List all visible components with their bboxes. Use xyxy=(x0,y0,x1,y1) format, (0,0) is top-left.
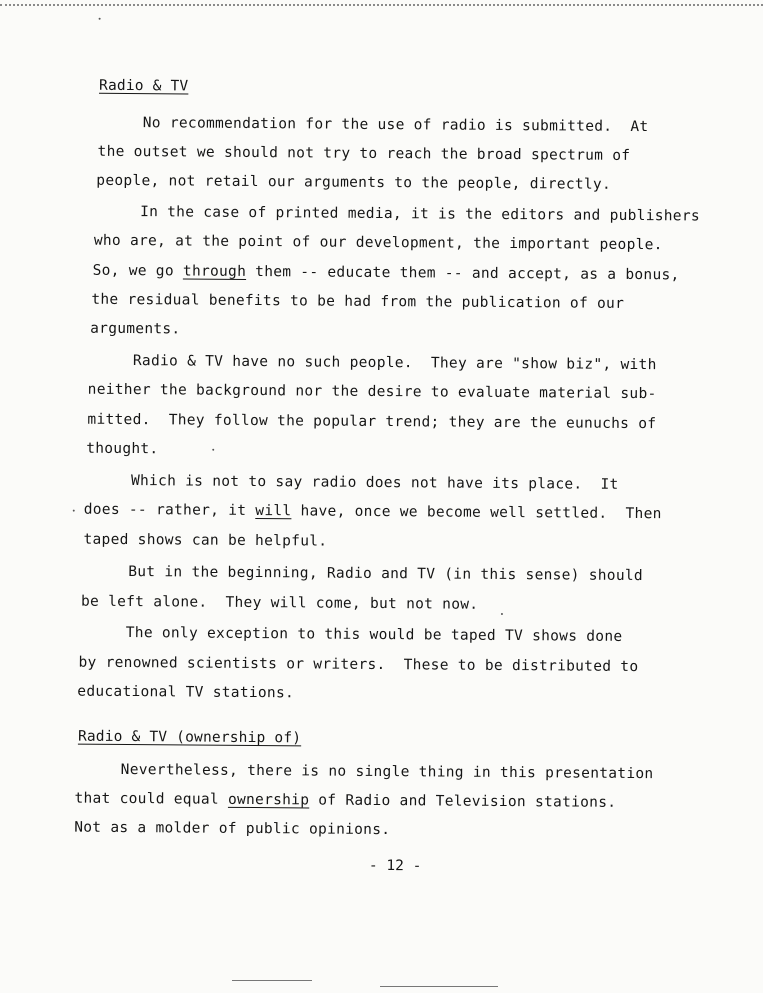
body-line: taped shows can be helpful. xyxy=(83,531,328,550)
body-line: who are, at the point of our development, the important people. xyxy=(93,232,663,254)
body-line: educational TV stations. xyxy=(77,683,295,702)
body-line: the outset we should not try to reach the broad spectrum of xyxy=(97,143,631,164)
body-line: people, not retail our arguments to the people, directly. xyxy=(96,172,612,193)
body-line: arguments. xyxy=(90,320,181,338)
body-line: But in the beginning, Radio and TV (in this sense) should xyxy=(128,564,644,585)
scan-speck xyxy=(73,510,75,512)
body-line: Radio & TV have no such people. They are "show biz", with xyxy=(132,353,657,374)
body-line: So, we go through them -- educate them -- and accept, as a bonus, xyxy=(92,262,680,284)
scan-speck xyxy=(501,613,503,615)
body-line: Not as a molder of public opinions. xyxy=(74,819,391,839)
underlined-word-ownership: ownership xyxy=(227,791,310,809)
section-heading-radio-tv-ownership: Radio & TV (ownership of) xyxy=(77,728,302,747)
underlined-word-will: will xyxy=(255,503,292,520)
body-line: mitted. They follow the popular trend; they are the eunuchs of xyxy=(87,411,657,433)
body-line: Nevertheless, there is no single thing in this presentation xyxy=(120,761,654,783)
body-line: Which is not to say radio does not have its place. It xyxy=(130,473,619,493)
bottom-edge-mark xyxy=(380,986,498,987)
scan-speck xyxy=(212,449,214,451)
body-line: The only exception to this would be taped TV shows done xyxy=(125,625,623,645)
body-line: by renowned scientists or writers. These to be distributed to xyxy=(78,654,639,676)
bottom-edge-mark xyxy=(232,980,312,981)
body-line: be left alone. They will come, but not now. xyxy=(80,593,479,613)
section-heading-radio-tv: Radio & TV xyxy=(99,77,189,95)
underlined-word-through: through xyxy=(182,263,247,280)
body-line: neither the background nor the desire to evaluate material sub- xyxy=(87,381,657,403)
body-line: thought. xyxy=(86,440,159,458)
scan-speck xyxy=(99,18,101,20)
page-number: - 12 - xyxy=(368,857,422,875)
body-line: No recommendation for the use of radio is submitted. At xyxy=(142,115,649,136)
body-line: the residual benefits to be had from the publication of our xyxy=(91,291,625,312)
body-line: does -- rather, it will have, once we become well settled. Then xyxy=(83,501,662,523)
body-line: In the case of printed media, it is the editors and publishers xyxy=(140,204,700,225)
body-line: that could equal ownership of Radio and Television stations. xyxy=(74,790,617,811)
